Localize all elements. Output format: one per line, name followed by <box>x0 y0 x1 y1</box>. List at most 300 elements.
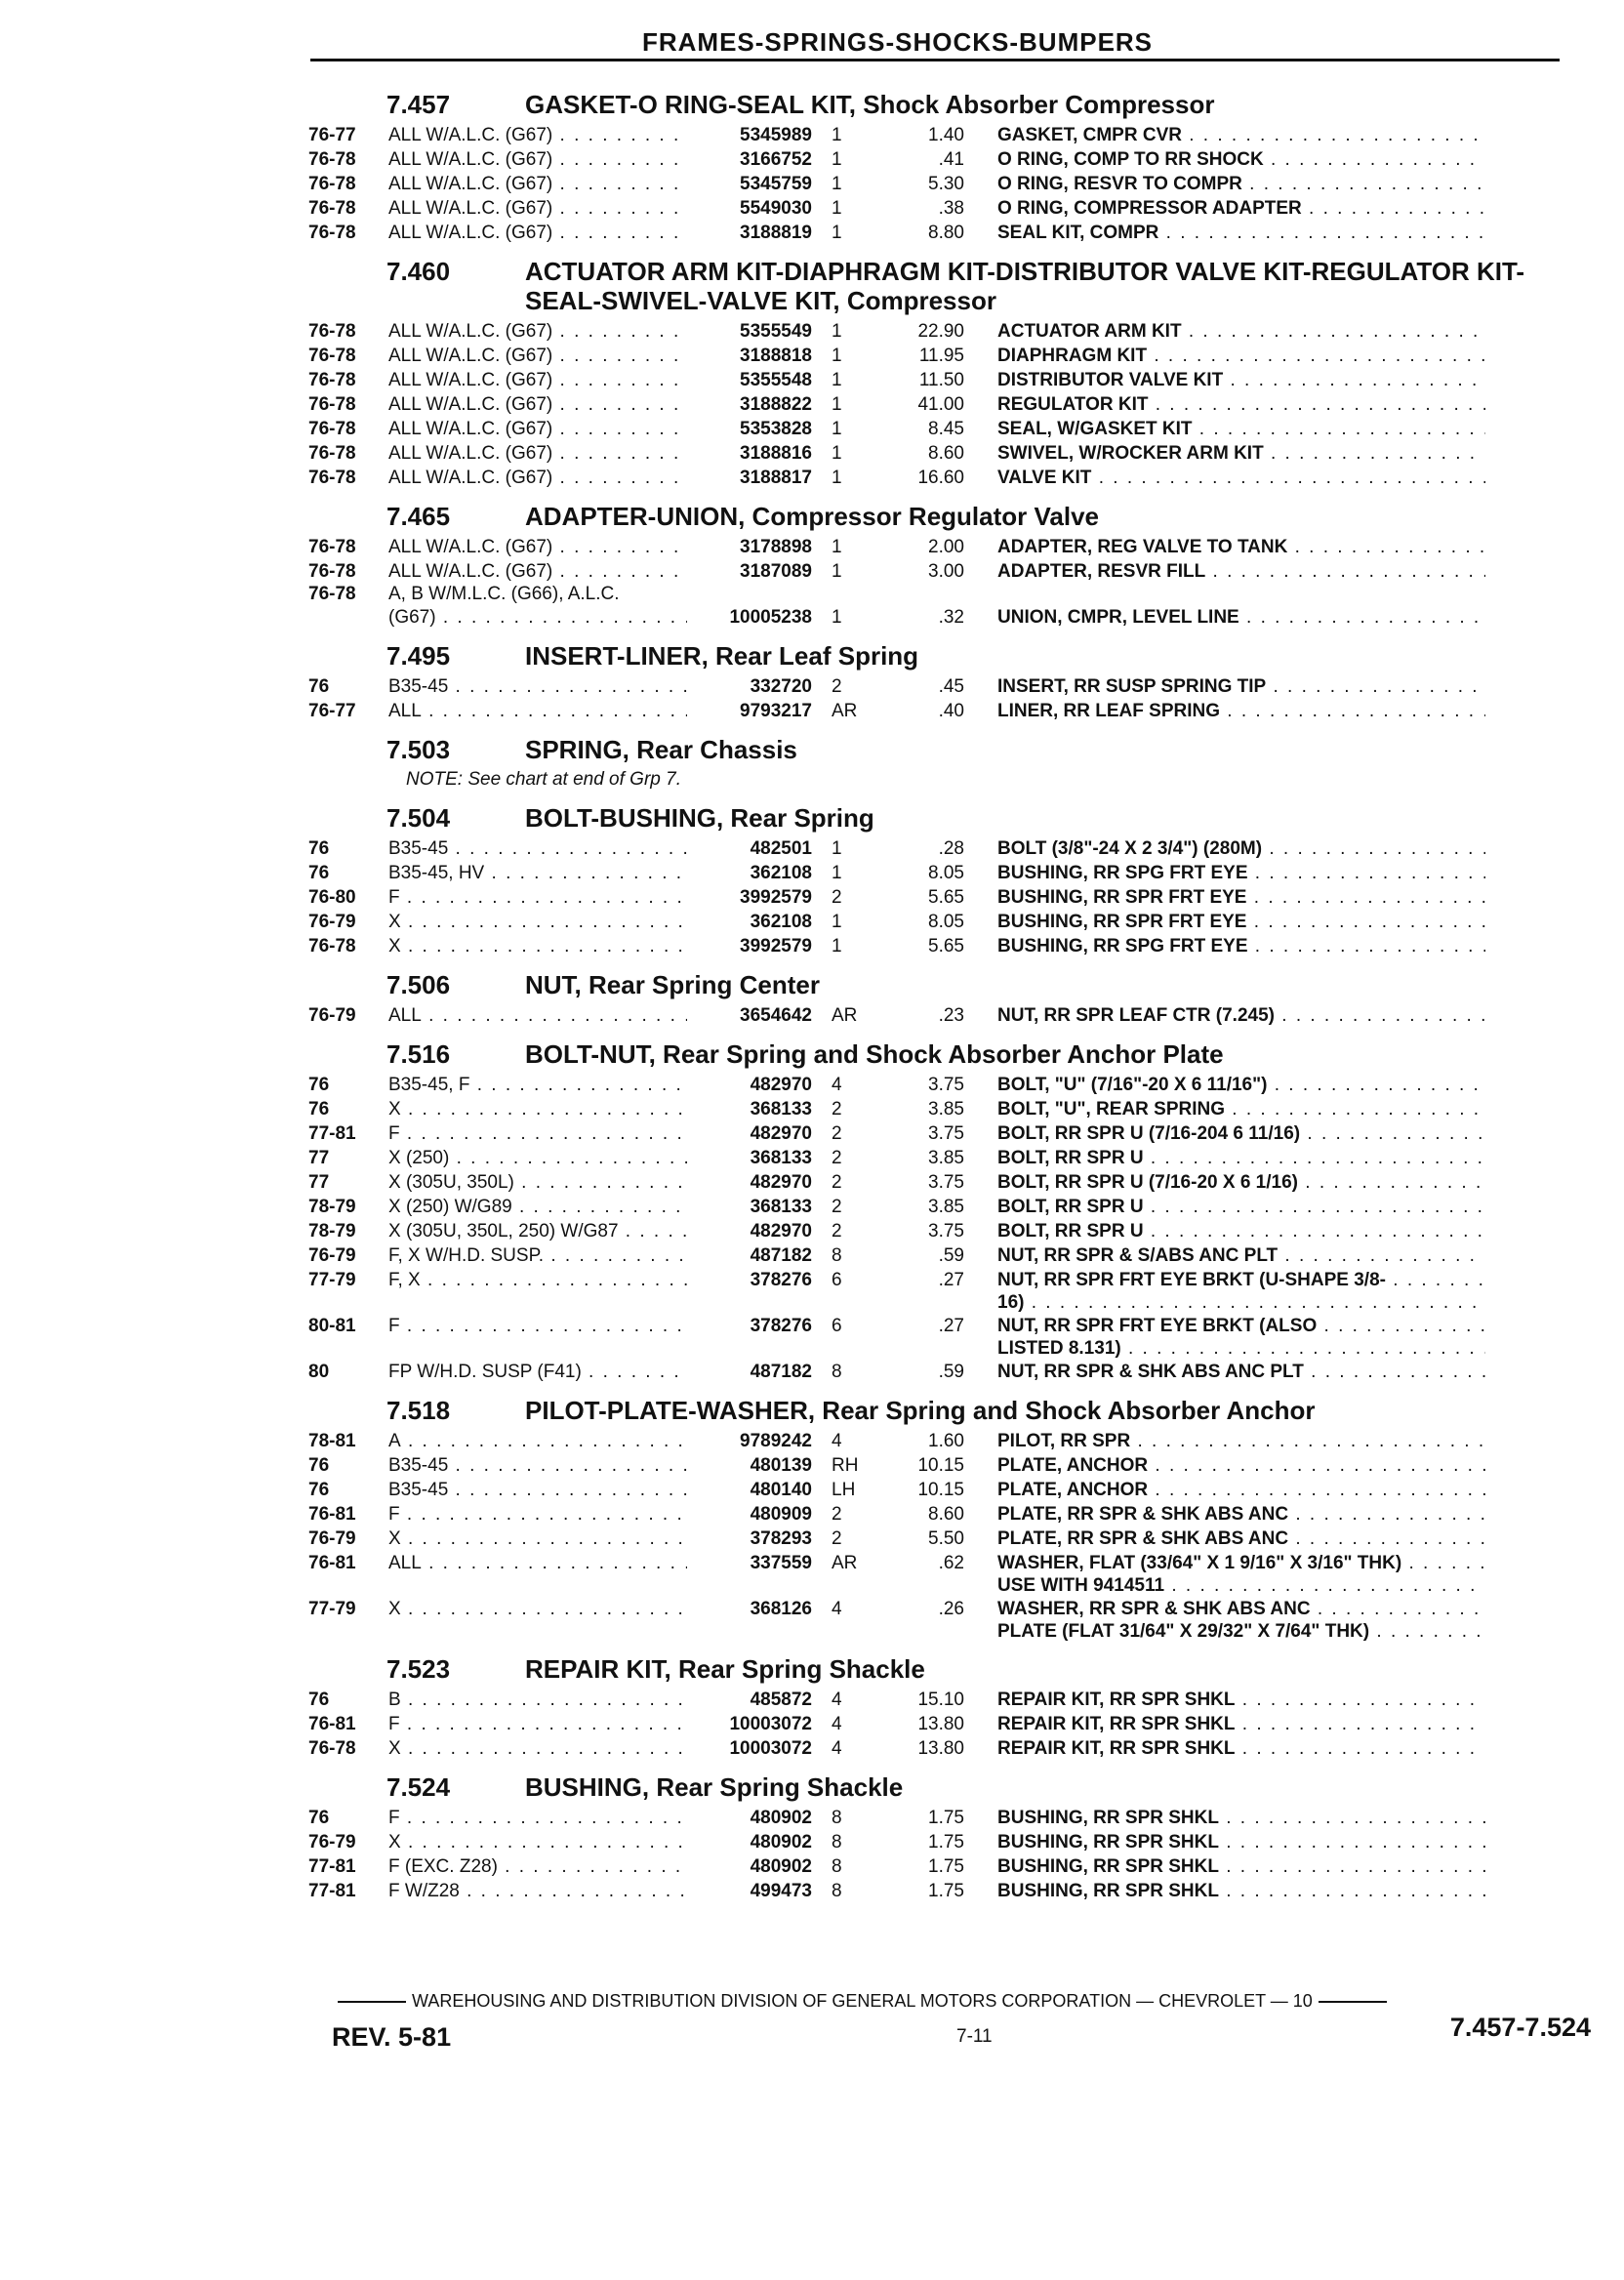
row-description <box>964 172 1485 196</box>
row-price <box>892 1502 964 1527</box>
row-description-text: BUSHING, RR SPR SHKL <box>997 1808 1219 1828</box>
row-year-text: 76 <box>308 676 330 697</box>
leader-dots <box>1144 1148 1485 1168</box>
parts-list <box>308 78 1577 1909</box>
row-part-number-text: 480902 <box>750 1856 812 1877</box>
row-quantity-text: 1 <box>832 149 842 170</box>
row-year <box>308 392 388 417</box>
row-year <box>308 221 388 245</box>
row-part-number-text: 480909 <box>750 1504 812 1525</box>
row-part-number-text: 10003072 <box>729 1714 812 1734</box>
row-year-text: 76 <box>308 838 330 859</box>
row-description <box>964 1830 1485 1854</box>
part-row <box>308 1219 1577 1243</box>
row-quantity <box>816 1453 892 1478</box>
leader-dots <box>544 1245 687 1266</box>
leader-dots <box>1300 1123 1485 1144</box>
row-year <box>308 910 388 934</box>
row-part-number <box>687 1879 816 1903</box>
part-row <box>308 1621 1577 1643</box>
row-model-text: F <box>388 887 400 908</box>
row-year-text: 76 <box>308 1075 330 1095</box>
part-row <box>308 605 1577 630</box>
row-model <box>388 1879 687 1903</box>
row-year <box>308 1453 388 1478</box>
row-price-text: .59 <box>938 1362 964 1382</box>
row-model-text: ALL W/A.L.C. (G67) <box>388 346 553 366</box>
leader-dots <box>1369 1621 1485 1642</box>
row-description <box>964 1879 1485 1903</box>
row-description-text: UNION, CMPR, LEVEL LINE <box>997 607 1239 628</box>
row-price <box>892 674 964 699</box>
row-price-text: 13.80 <box>917 1738 964 1759</box>
row-price <box>892 1575 964 1597</box>
row-model-text: X <box>388 1528 401 1549</box>
row-part-number-text: 3188816 <box>740 443 812 464</box>
row-quantity <box>816 466 892 490</box>
row-year-text: 77 <box>308 1148 330 1168</box>
row-price-text: .59 <box>938 1245 964 1266</box>
row-model-text: X (305U, 350L) <box>388 1172 514 1193</box>
part-row <box>308 172 1577 196</box>
row-price <box>892 699 964 723</box>
row-price-text: 3.85 <box>928 1197 964 1217</box>
row-description <box>964 584 1485 605</box>
part-row <box>308 1146 1577 1170</box>
section-7-506 <box>308 970 1577 1028</box>
row-quantity-text: 8 <box>832 1245 842 1266</box>
row-price <box>892 885 964 910</box>
row-quantity <box>816 910 892 934</box>
row-quantity-text: 4 <box>832 1599 842 1619</box>
section-heading <box>308 1396 1577 1425</box>
row-quantity-text: 8 <box>832 1832 842 1852</box>
part-row <box>308 674 1577 699</box>
row-price-text: 5.50 <box>928 1528 964 1549</box>
row-part-number-text: 3188817 <box>740 468 812 488</box>
leader-dots <box>1219 1881 1485 1901</box>
row-quantity-text: 1 <box>832 394 842 415</box>
row-quantity-text: AR <box>832 1553 858 1573</box>
row-model-text: F (EXC. Z28) <box>388 1856 498 1877</box>
row-year-text: 76-79 <box>308 1245 356 1266</box>
row-year-text: 76 <box>308 1808 330 1828</box>
leader-dots <box>400 1316 687 1336</box>
row-model <box>388 1073 687 1097</box>
row-quantity <box>816 1360 892 1384</box>
leader-dots <box>400 1504 687 1525</box>
row-description-text: PLATE, ANCHOR <box>997 1455 1149 1476</box>
row-part-number <box>687 1527 816 1551</box>
row-price <box>892 1219 964 1243</box>
section-number: 7.457 <box>386 90 451 119</box>
row-year-text: 76-78 <box>308 537 356 557</box>
leader-dots <box>1288 1504 1485 1525</box>
row-description <box>964 910 1485 934</box>
row-description <box>964 1121 1485 1146</box>
row-year <box>308 1429 388 1453</box>
leader-dots <box>1401 1553 1485 1573</box>
row-model-text: ALL W/A.L.C. (G67) <box>388 394 553 415</box>
section-heading <box>308 90 1577 119</box>
row-model-text: A, B W/M.L.C. (G66), A.L.C. <box>388 584 620 604</box>
footer-division-line <box>332 1991 1591 2012</box>
row-part-number <box>687 1097 816 1121</box>
row-quantity-text: 1 <box>832 198 842 219</box>
section-title: PILOT-PLATE-WASHER, Rear Spring and Shock Absorber Anchor <box>525 1396 1316 1425</box>
leader-dots <box>469 1075 687 1095</box>
leader-dots <box>1130 1431 1485 1451</box>
leader-dots <box>552 198 687 219</box>
row-description-text: SEAL KIT, COMPR <box>997 223 1159 243</box>
row-description <box>964 1597 1485 1621</box>
row-price <box>892 1621 964 1643</box>
row-year <box>308 172 388 196</box>
row-quantity-text: 1 <box>832 223 842 243</box>
row-quantity <box>816 1830 892 1854</box>
row-description <box>964 605 1485 630</box>
part-row <box>308 910 1577 934</box>
row-price <box>892 1121 964 1146</box>
leader-dots <box>1223 370 1485 390</box>
leader-dots <box>401 1738 687 1759</box>
leader-dots <box>401 1599 687 1619</box>
row-description-text: BOLT, RR SPR U (7/16-204 6 11/16) <box>997 1123 1301 1144</box>
row-quantity-text: 8 <box>832 1856 842 1877</box>
row-part-number-text: 3166752 <box>740 149 812 170</box>
leader-dots <box>1219 1832 1485 1852</box>
row-part-number <box>687 1453 816 1478</box>
row-model <box>388 1830 687 1854</box>
row-description <box>964 1170 1485 1195</box>
leader-dots <box>400 887 687 908</box>
row-part-number-text: 3188822 <box>740 394 812 415</box>
leader-dots <box>1219 1856 1485 1877</box>
row-part-number-text: 3187089 <box>740 561 812 582</box>
row-price <box>892 172 964 196</box>
row-model-text: B35-45 <box>388 838 449 859</box>
row-part-number <box>687 885 816 910</box>
row-price-text: 11.95 <box>918 346 964 366</box>
row-price-text: 8.05 <box>928 912 964 932</box>
row-model-text: F W/Z28 <box>388 1881 460 1901</box>
section-heading <box>308 1772 1577 1802</box>
leader-dots <box>449 1148 687 1168</box>
row-model <box>388 1219 687 1243</box>
row-part-number <box>687 441 816 466</box>
row-price <box>892 123 964 147</box>
leader-dots <box>1302 198 1485 219</box>
leader-dots <box>401 912 687 932</box>
part-row <box>308 885 1577 910</box>
section-heading <box>308 803 1577 833</box>
row-description <box>964 1575 1485 1597</box>
row-part-number <box>687 1597 816 1621</box>
row-quantity-text: 8 <box>832 1881 842 1901</box>
row-description-text: DISTRIBUTOR VALVE KIT <box>997 370 1224 390</box>
page-title: FRAMES-SPRINGS-SHOCKS-BUMPERS <box>642 27 1154 57</box>
row-description-text: REPAIR KIT, RR SPR SHKL <box>997 1738 1236 1759</box>
row-quantity-text: 1 <box>832 443 842 464</box>
row-description <box>964 392 1485 417</box>
row-description-text: BUSHING, RR SPR SHKL <box>997 1856 1219 1877</box>
row-description <box>964 1453 1485 1478</box>
leader-dots <box>1288 1528 1485 1549</box>
row-year-text: 76 <box>308 1480 330 1500</box>
row-model-text: B35-45, HV <box>388 863 485 883</box>
row-part-number-text: 10003072 <box>729 1738 812 1759</box>
row-quantity-text: 1 <box>832 419 842 439</box>
row-quantity-text: 1 <box>832 936 842 957</box>
part-row <box>308 1292 1577 1314</box>
row-model-text: B35-45 <box>388 1480 449 1500</box>
row-part-number-text: 482501 <box>750 838 812 859</box>
row-model <box>388 910 687 934</box>
row-year <box>308 1621 388 1643</box>
row-price <box>892 368 964 392</box>
row-price-text: 41.00 <box>917 394 964 415</box>
row-year <box>308 1551 388 1575</box>
row-price <box>892 559 964 584</box>
leader-dots <box>1266 676 1485 697</box>
row-price <box>892 1478 964 1502</box>
row-price <box>892 1338 964 1360</box>
row-price <box>892 1146 964 1170</box>
row-model-text: ALL W/A.L.C. (G67) <box>388 370 553 390</box>
row-description <box>964 1314 1485 1338</box>
row-description-text: BOLT, RR SPR U (7/16-20 X 6 1/16) <box>997 1172 1298 1193</box>
row-price <box>892 836 964 861</box>
section-title: REPAIR KIT, Rear Spring Shackle <box>525 1654 925 1684</box>
row-year <box>308 1243 388 1268</box>
row-year-text: 80 <box>308 1362 330 1382</box>
row-year <box>308 861 388 885</box>
part-row <box>308 344 1577 368</box>
row-price-text: 1.75 <box>928 1808 964 1828</box>
leader-dots <box>1239 607 1485 628</box>
row-year-text: 76-78 <box>308 1738 356 1759</box>
row-price <box>892 1292 964 1314</box>
row-price <box>892 1712 964 1736</box>
row-description-text: PLATE, ANCHOR <box>997 1480 1149 1500</box>
row-description <box>964 344 1485 368</box>
row-part-number <box>687 605 816 630</box>
row-description <box>964 674 1485 699</box>
part-row <box>308 368 1577 392</box>
row-quantity <box>816 1268 892 1292</box>
row-price <box>892 417 964 441</box>
row-price-text: 10.15 <box>917 1480 964 1500</box>
row-model-text: F, X <box>388 1270 421 1290</box>
page-footer <box>332 1989 1591 2067</box>
row-description-text: USE WITH 9414511 <box>997 1575 1165 1596</box>
row-quantity <box>816 123 892 147</box>
footer-division: WAREHOUSING AND DISTRIBUTION DIVISION OF GENERAL MOTORS CORPORATION — CHEVROLET — 10 <box>412 1991 1313 2011</box>
row-price-text: 8.60 <box>928 1504 964 1525</box>
row-quantity-text: 1 <box>832 346 842 366</box>
row-quantity <box>816 368 892 392</box>
row-quantity <box>816 584 892 605</box>
row-description <box>964 196 1485 221</box>
leader-dots <box>422 701 687 721</box>
row-description <box>964 934 1485 958</box>
row-price-text: .40 <box>938 701 964 721</box>
row-description <box>964 1146 1485 1170</box>
row-part-number-text: 337559 <box>750 1553 812 1573</box>
row-price-text: 8.80 <box>928 223 964 243</box>
section-number: 7.495 <box>386 641 451 671</box>
leader-dots <box>552 394 687 415</box>
row-description-text: REPAIR KIT, RR SPR SHKL <box>997 1714 1236 1734</box>
row-model-text: F <box>388 1504 400 1525</box>
part-row <box>308 123 1577 147</box>
leader-dots <box>1264 443 1485 464</box>
row-quantity <box>816 221 892 245</box>
row-part-number <box>687 861 816 885</box>
row-price <box>892 1688 964 1712</box>
row-year-text: 76-78 <box>308 198 356 219</box>
leader-dots <box>1220 701 1485 721</box>
part-row <box>308 1268 1577 1292</box>
row-year <box>308 1219 388 1243</box>
row-year <box>308 1195 388 1219</box>
row-model-text: F <box>388 1123 400 1144</box>
row-price-text: 3.75 <box>928 1221 964 1242</box>
part-row <box>308 699 1577 723</box>
row-price-text: 1.75 <box>928 1856 964 1877</box>
leader-dots <box>619 1221 687 1242</box>
row-part-number-text: 480902 <box>750 1832 812 1852</box>
row-part-number-text: 3654642 <box>740 1005 812 1026</box>
row-part-number-text: 378276 <box>750 1270 812 1290</box>
part-row <box>308 1597 1577 1621</box>
row-year-text: 77 <box>308 1172 330 1193</box>
row-part-number <box>687 1502 816 1527</box>
row-price-text: 1.60 <box>928 1431 964 1451</box>
row-quantity-text: 4 <box>832 1431 842 1451</box>
row-price-text: .38 <box>938 198 964 219</box>
row-description <box>964 1338 1485 1360</box>
leader-dots <box>401 1690 687 1710</box>
row-price <box>892 1806 964 1830</box>
row-price <box>892 1736 964 1761</box>
row-description-text: REGULATOR KIT <box>997 394 1149 415</box>
row-model <box>388 1268 687 1292</box>
row-price <box>892 1453 964 1478</box>
row-year-text: 76-77 <box>308 701 356 721</box>
row-price-text: .62 <box>938 1553 964 1573</box>
row-quantity <box>816 1879 892 1903</box>
leader-dots <box>1262 838 1485 859</box>
leader-dots <box>436 607 687 628</box>
row-description <box>964 1806 1485 1830</box>
row-model-text: X <box>388 912 401 932</box>
leader-dots <box>1219 1808 1485 1828</box>
row-quantity <box>816 1097 892 1121</box>
section-heading <box>308 641 1577 671</box>
leader-dots <box>1164 1575 1485 1596</box>
row-year-text: 76-78 <box>308 419 356 439</box>
row-quantity <box>816 1195 892 1219</box>
row-model <box>388 441 687 466</box>
leader-dots <box>1121 1338 1485 1359</box>
row-year <box>308 319 388 344</box>
row-part-number <box>687 1854 816 1879</box>
leader-dots <box>401 1528 687 1549</box>
row-model-text: (G67) <box>388 607 436 628</box>
row-part-number <box>687 1478 816 1502</box>
leader-dots <box>1147 346 1485 366</box>
row-description-text: WASHER, FLAT (33/64" X 1 9/16" X 3/16" THK) <box>997 1553 1402 1573</box>
row-part-number <box>687 221 816 245</box>
row-price-text: 3.85 <box>928 1148 964 1168</box>
leader-dots <box>552 321 687 342</box>
row-year-text: 77-79 <box>308 1270 356 1290</box>
row-year <box>308 1502 388 1527</box>
row-description-text: BOLT, RR SPR U <box>997 1221 1144 1242</box>
row-price-text: 22.90 <box>917 321 964 342</box>
section-number: 7.506 <box>386 970 451 999</box>
row-year <box>308 147 388 172</box>
row-description <box>964 441 1485 466</box>
row-part-number <box>687 417 816 441</box>
row-part-number-text: 378293 <box>750 1528 812 1549</box>
row-quantity <box>816 147 892 172</box>
part-row <box>308 1478 1577 1502</box>
row-quantity <box>816 1688 892 1712</box>
section-heading <box>308 735 1577 764</box>
row-model-text: X (250) W/G89 <box>388 1197 512 1217</box>
row-price-text: .32 <box>938 607 964 628</box>
leader-dots <box>1242 174 1485 194</box>
row-quantity <box>816 196 892 221</box>
row-description <box>964 1527 1485 1551</box>
row-quantity-text: 2 <box>832 1221 842 1242</box>
row-year <box>308 1688 388 1712</box>
row-model-text: ALL W/A.L.C. (G67) <box>388 321 553 342</box>
section-heading <box>308 1654 1577 1684</box>
row-part-number <box>687 368 816 392</box>
row-part-number-text: 5355549 <box>740 321 812 342</box>
row-model-text: X <box>388 1599 401 1619</box>
row-model <box>388 1121 687 1146</box>
row-model-text: F <box>388 1316 400 1336</box>
row-year <box>308 1712 388 1736</box>
row-description-text: LINER, RR LEAF SPRING <box>997 701 1221 721</box>
row-quantity-text: 1 <box>832 370 842 390</box>
row-description-text: ADAPTER, REG VALVE TO TANK <box>997 537 1288 557</box>
row-model <box>388 466 687 490</box>
row-part-number <box>687 1195 816 1219</box>
section-title: BUSHING, Rear Spring Shackle <box>525 1772 904 1802</box>
row-year-text: 76-80 <box>308 887 356 908</box>
row-description-text: BOLT, "U", REAR SPRING <box>997 1099 1226 1120</box>
row-model-text: F <box>388 1714 400 1734</box>
row-price-text: 3.00 <box>928 561 964 582</box>
row-description <box>964 1478 1485 1502</box>
row-price <box>892 441 964 466</box>
row-year <box>308 1073 388 1097</box>
row-quantity <box>816 1736 892 1761</box>
row-part-number-text: 362108 <box>750 912 812 932</box>
row-part-number-text: 3992579 <box>740 887 812 908</box>
row-model <box>388 1146 687 1170</box>
row-price-text: .27 <box>938 1270 964 1290</box>
part-row <box>308 1338 1577 1360</box>
part-row <box>308 535 1577 559</box>
row-year <box>308 1854 388 1879</box>
row-price <box>892 466 964 490</box>
